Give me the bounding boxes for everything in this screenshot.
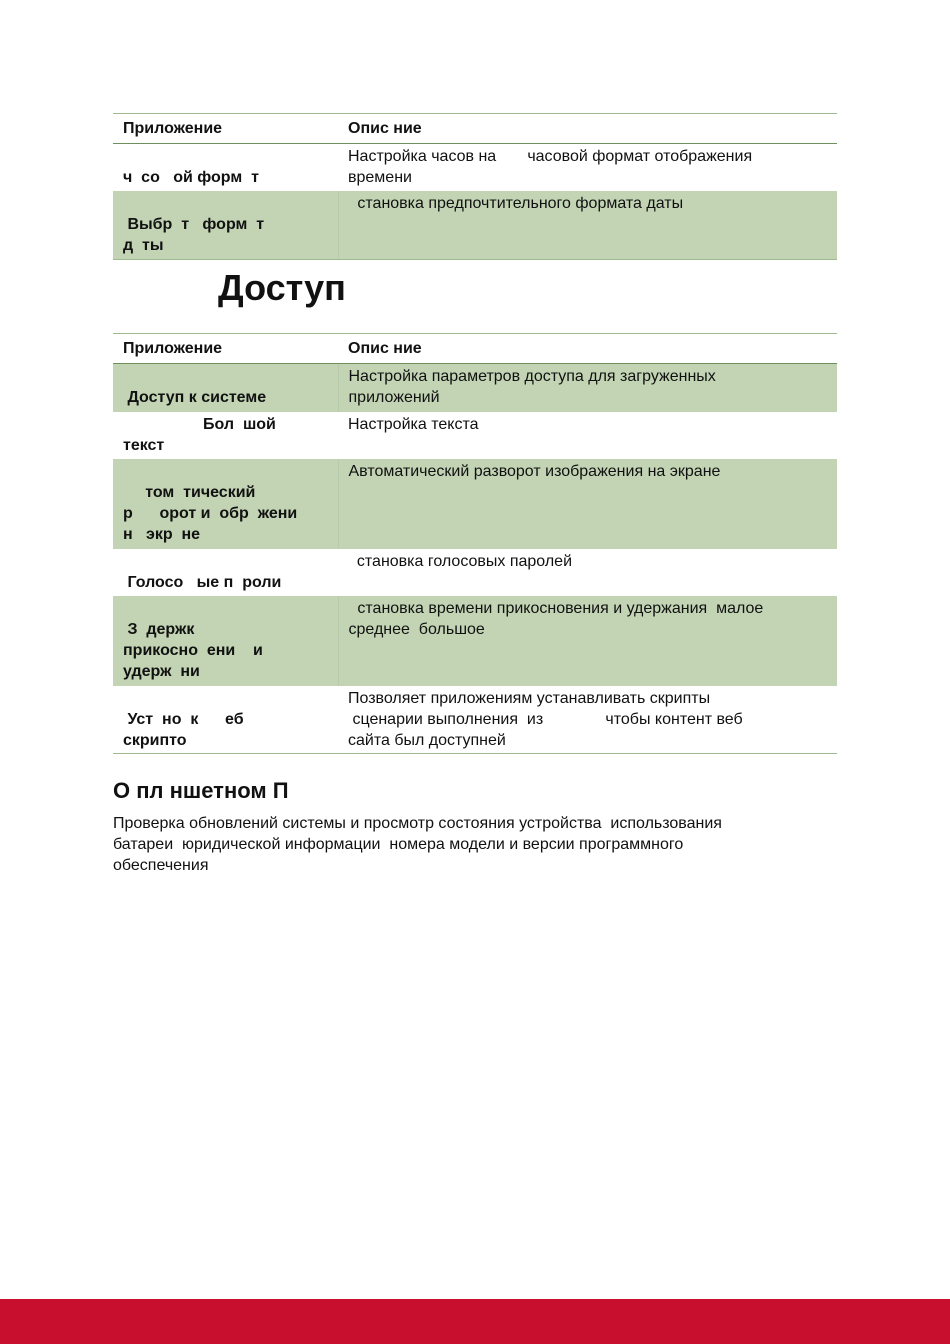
section-title: Доступ bbox=[218, 267, 346, 308]
description-cell: Настройка часов на часовой формат отображения времени bbox=[348, 148, 753, 186]
description-cell: Настройка параметров доступа для загруженных приложений bbox=[338, 364, 837, 412]
table-row bbox=[113, 459, 837, 549]
table-row bbox=[113, 686, 837, 754]
description-cell: Позволяет приложениям устанавливать скрипты сценарии выполнения из чтобы контент веб сайта был доступней bbox=[338, 686, 837, 754]
app-name-cell: Бол шой текст bbox=[123, 415, 276, 454]
app-name-cell: Доступ к системе bbox=[113, 364, 338, 412]
about-tablet-text: Проверка обновлений системы и просмотр состояния устройства использования батареи юридической информации номера модели и версии программного обеспечения bbox=[113, 815, 722, 874]
table-header-row bbox=[113, 334, 837, 364]
column-header-app: Приложение bbox=[113, 334, 338, 364]
table-row bbox=[113, 364, 837, 412]
app-name-cell: ч со ой форм т bbox=[123, 169, 259, 186]
app-name-cell: Уст но к еб скрипто bbox=[113, 686, 338, 754]
app-name-cell: том тический р орот и обр жени н экр не bbox=[113, 459, 338, 549]
description-cell: Настройка текста bbox=[348, 415, 479, 433]
table-row bbox=[113, 191, 837, 260]
app-name-cell: Выбр т форм т д ты bbox=[113, 191, 338, 260]
column-header-app: Приложение bbox=[113, 114, 338, 144]
date-time-table bbox=[113, 113, 837, 260]
description-cell: становка предпочтительного формата даты bbox=[338, 191, 837, 260]
table-row bbox=[113, 144, 837, 191]
access-table bbox=[113, 333, 837, 754]
description-cell: становка голосовых паролей bbox=[348, 552, 573, 570]
about-tablet-heading: О пл ншетном П bbox=[113, 778, 289, 803]
table-header-row bbox=[113, 114, 837, 144]
footer-bar bbox=[0, 1299, 950, 1344]
description-cell: становка времени прикосновения и удержания малое среднее большое bbox=[338, 596, 837, 686]
description-cell: Автоматический разворот изображения на экране bbox=[338, 459, 837, 549]
date-time-table-wrapper bbox=[113, 113, 837, 260]
app-name-cell: Голосо ые п роли bbox=[127, 573, 282, 591]
access-table-wrapper bbox=[113, 333, 837, 754]
table-row bbox=[113, 596, 837, 686]
table-row bbox=[113, 549, 837, 596]
table-row bbox=[113, 412, 837, 459]
column-header-description: Опис ние bbox=[338, 114, 837, 144]
column-header-description: Опис ние bbox=[338, 334, 837, 364]
app-name-cell: З держк прикосно ени и удерж ни bbox=[113, 596, 338, 686]
